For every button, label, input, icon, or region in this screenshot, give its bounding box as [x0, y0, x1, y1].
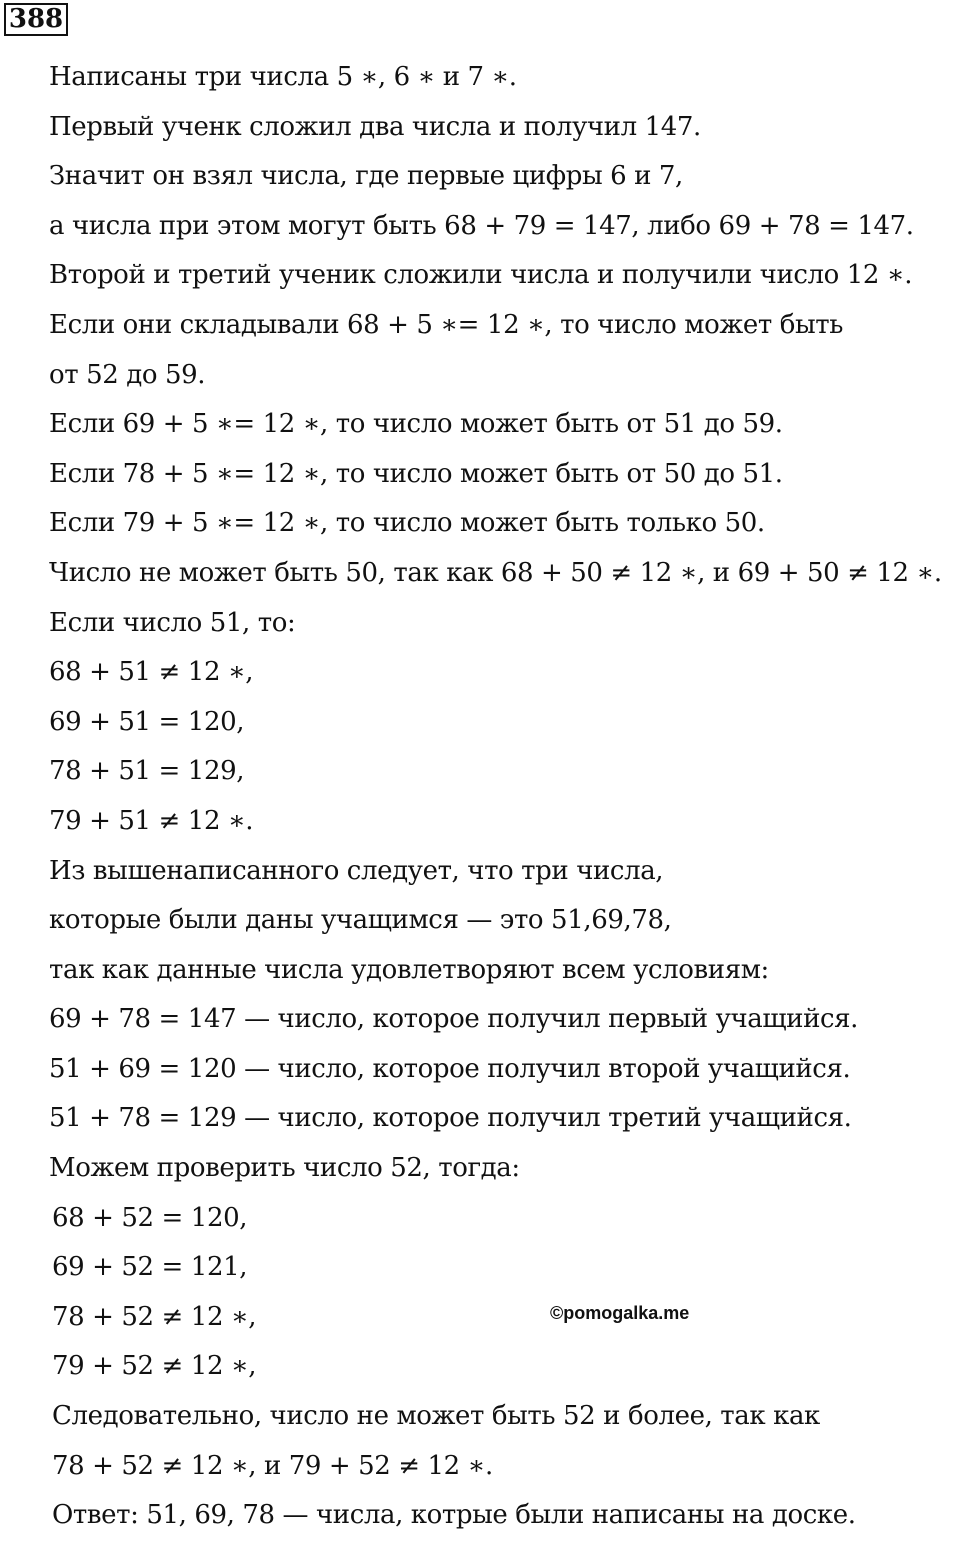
equation-line: 78 + 52 ≠ 12 ∗,: [52, 1301, 257, 1332]
equation-line: 69 + 52 = 121,: [52, 1252, 248, 1283]
text-line: Если они складывали 68 + 5 ∗= 12 ∗, то число может быть: [49, 309, 844, 340]
text-line: Значит он взял числа, где первые цифры 6 и 7,: [49, 161, 683, 192]
watermark: ©pomogalka.me: [550, 1303, 690, 1323]
text-line: которые были даны учащимся — это 51,69,78,: [49, 905, 672, 936]
equation-line: 78 + 51 = 129,: [49, 756, 245, 787]
equation-line: 68 + 52 = 120,: [52, 1202, 248, 1233]
text-line: Следовательно, число не может быть 52 и более, так как: [52, 1401, 820, 1432]
text-line: 51 + 69 = 120 — число, которое получил второй учащийся.: [49, 1053, 851, 1084]
answer-line: Ответ: 51, 69, 78 — числа, котрые были написаны на доске.: [52, 1500, 856, 1531]
text-line: Если число 51, то:: [49, 607, 296, 638]
text-line: так как данные числа удовлетворяют всем условиям:: [49, 954, 769, 985]
text-line: Можем проверить число 52, тогда:: [49, 1153, 520, 1184]
problem-number-badge: 388: [4, 3, 68, 36]
equation-line: 79 + 52 ≠ 12 ∗,: [52, 1351, 257, 1382]
text-line: Написаны три числа 5 ∗, 6 ∗ и 7 ∗.: [49, 62, 517, 92]
text-line: а числа при этом могут быть 68 + 79 = 147, либо 69 + 78 = 147.: [49, 210, 914, 241]
text-line: 78 + 52 ≠ 12 ∗, и 79 + 52 ≠ 12 ∗.: [52, 1450, 493, 1481]
text-line: от 52 до 59.: [49, 359, 206, 390]
text-line: Число не может быть 50, так как 68 + 50 ≠ 12 ∗, и 69 + 50 ≠ 12 ∗.: [49, 557, 942, 588]
text-line: Второй и третий ученик сложили числа и получили число 12 ∗.: [49, 260, 913, 291]
equation-line: 69 + 51 = 120,: [49, 706, 245, 737]
text-line: 51 + 78 = 129 — число, которое получил третий учащийся.: [49, 1103, 852, 1134]
text-line: Из вышенаписанного следует, что три числа,: [49, 855, 664, 886]
text-line: Если 78 + 5 ∗= 12 ∗, то число может быть от 50 до 51.: [49, 458, 783, 489]
text-line: 69 + 78 = 147 — число, которое получил первый учащийся.: [49, 1004, 859, 1035]
text-line: Если 69 + 5 ∗= 12 ∗, то число может быть от 51 до 59.: [49, 409, 783, 440]
text-line: Если 79 + 5 ∗= 12 ∗, то число может быть только 50.: [49, 508, 765, 539]
equation-line: 68 + 51 ≠ 12 ∗,: [49, 657, 254, 688]
solution-text: [49, 53, 954, 1541]
text-line: Первый ученк сложил два числа и получил 147.: [49, 111, 701, 142]
equation-line: 79 + 51 ≠ 12 ∗.: [49, 805, 254, 836]
